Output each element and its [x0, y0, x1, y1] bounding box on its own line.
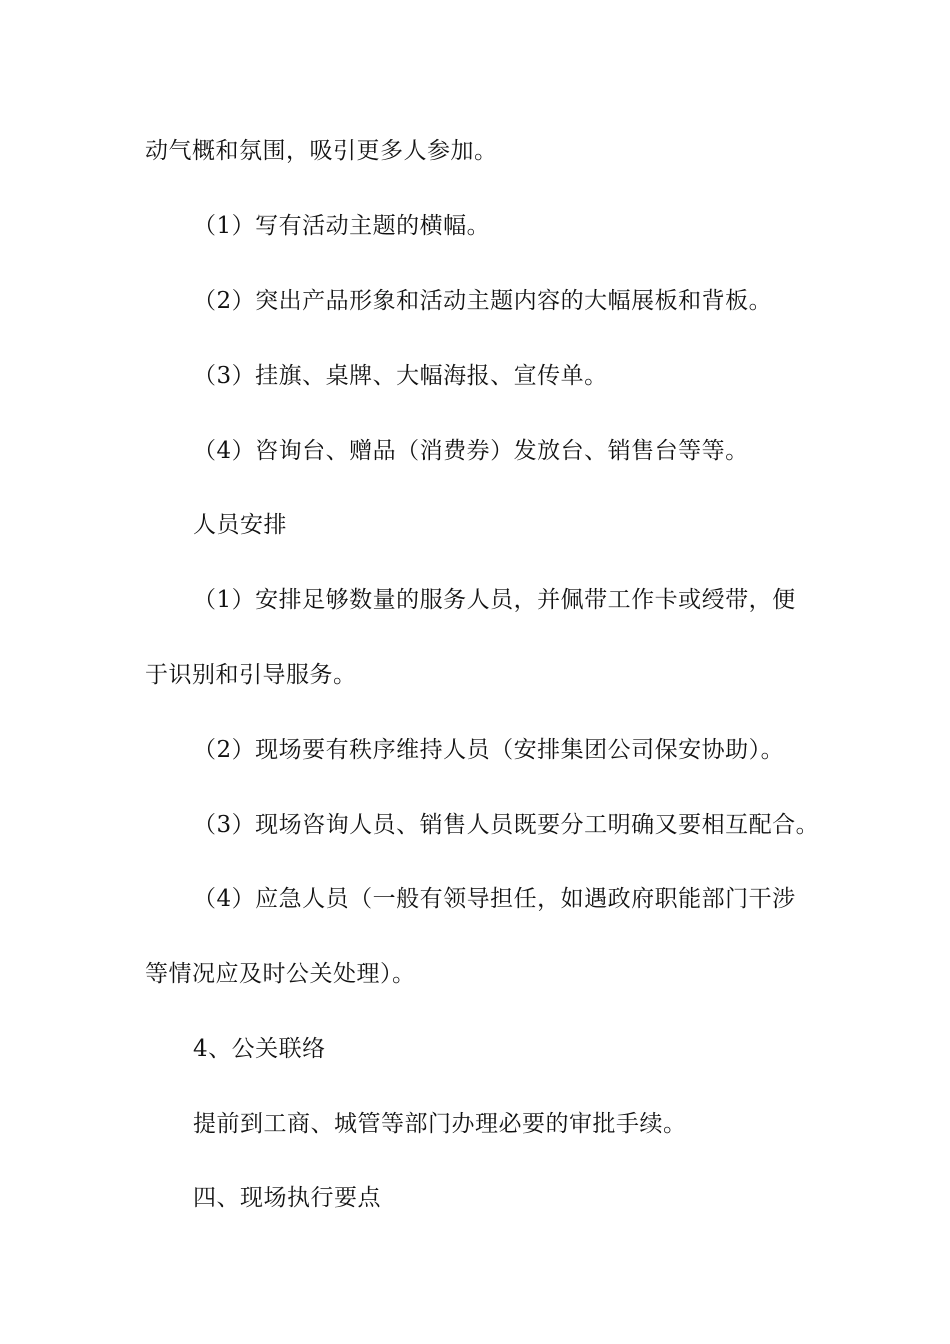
list-item: （4）应急人员（一般有领导担任，如遇政府职能部门干涉	[193, 886, 796, 912]
paragraph-continuation: 动气概和氛围，吸引更多人参加。	[145, 138, 498, 164]
list-item: （3）现场咨询人员、销售人员既要分工明确又要相互配合。	[193, 812, 820, 838]
list-item: （3）挂旗、桌牌、大幅海报、宣传单。	[193, 363, 608, 389]
paragraph: 提前到工商、城管等部门办理必要的审批手续。	[193, 1111, 687, 1137]
section-heading: 4、公关联络	[193, 1036, 326, 1062]
section-heading: 人员安排	[193, 512, 287, 538]
list-item-continuation: 于识别和引导服务。	[145, 662, 357, 688]
list-item: （4）咨询台、赠品（消费券）发放台、销售台等等。	[193, 438, 749, 464]
list-item-continuation: 等情况应及时公关处理）。	[145, 961, 416, 987]
list-item: （1）写有活动主题的横幅。	[193, 213, 491, 239]
list-item: （2）现场要有秩序维持人员（安排集团公司保安协助）。	[193, 737, 785, 763]
list-item: （2）突出产品形象和活动主题内容的大幅展板和背板。	[193, 288, 773, 314]
list-item: （1）安排足够数量的服务人员，并佩带工作卡或绶带，便	[193, 587, 796, 613]
section-heading: 四、现场执行要点	[193, 1185, 381, 1211]
